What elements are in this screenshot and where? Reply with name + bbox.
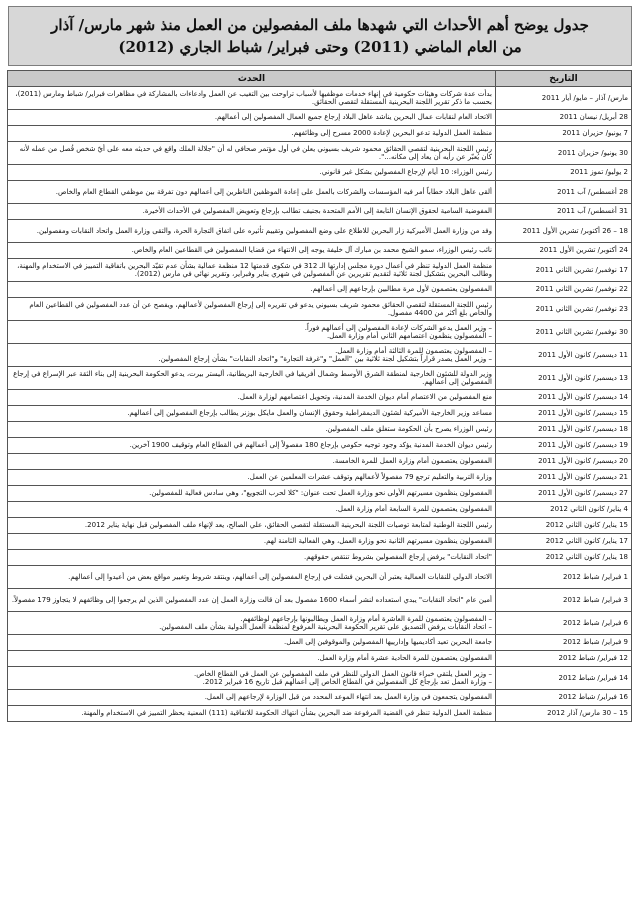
row-event: جامعة البحرين تعيد أكاديميها وإدارييها المفصولين والموقوفين إلى العمل. [8,635,496,651]
title-box [8,6,632,66]
row-event: المفوضية السامية لحقوق الإنسان التابعة إلى الأمم المتحدة بجنيف تطالب بإرجاع وتعويض المفصولين في الأحداث الأخيرة. [8,204,496,220]
table-row [8,635,632,651]
row-date: 2 يوليو/ تموز 2011 [496,165,632,181]
row-date: 30 يونيو/ حزيران 2011 [496,142,632,165]
row-date: 14 ديسمبر/ كانون الأول 2011 [496,390,632,406]
row-event: رئيس اللجنة المستقلة لتقصي الحقائق محمود شريف بسيوني يدعو في تقريره إلى إرجاع المفصولين لأعمالهم، ويفصح عن أن عدد المفصولين في القطاعين العام والخاص بلغ أكثر من 4400 مفصول. [8,298,496,321]
row-date: 24 أكتوبر/ تشرين الأول 2011 [496,243,632,259]
table-row [8,612,632,635]
row-event: منظمة العمل الدولية تنظر في أعمال دورة مجلس إدارتها الـ 312 في شكوى قدمتها 12 منظمة عمالية بشأن عدم تقيّد البحرين باتفاقية التمييز في الاستخدام والمهنة، وطالب البحرين بتشكيل لجنة ثلاثية لتقديم تقريرين عن المفصولين في شهري يناير وفبراير، وتقرير نهائي في مارس (2012). [8,259,496,282]
row-date: 7 يونيو/ حزيران 2011 [496,126,632,142]
row-event: المفصولون يتجمعون في وزارة العمل بعد انتهاء الموعد المحدد من قبل الوزارة لإرجاعهم إلى العمل. [8,690,496,706]
row-date: 15 يناير/ كانون الثاني 2012 [496,518,632,534]
table-row [8,534,632,550]
row-date: 16 فبراير/ شباط 2012 [496,690,632,706]
column-header-event: الحدث [8,71,496,87]
row-event: – المفصولون يعتصمون للمرة الثالثة أمام وزارة العمل. – وزير العمل يصدر قراراً بتشكيل لجنة ثلاثية بين "العمل" و"غرفة التجارة" و"اتحاد النقابات" بشأن إرجاع المفصولين. [8,344,496,367]
row-event: الاتحاد الدولي للنقابات العمالية يعتبر أن البحرين فشلت في إرجاع المفصولين إلى أعمالهم، وينتقد شروط وتغيير مواقع بعض من أعيدوا إلى أعمالهم. [8,566,496,589]
row-event: منظمة العمل الدولية تدعو البحرين لإعادة 2000 مسرح إلى وظائفهم. [8,126,496,142]
row-date: مارس/ آذار – مايو/ أيار 2011 [496,87,632,110]
row-event: منع المفصولين من الاعتصام أمام ديوان الخدمة المدنية، وتحويل اعتصامهم لوزارة العمل. [8,390,496,406]
row-date: 28 أغسطس/ آب 2011 [496,181,632,204]
table-row [8,651,632,667]
table-row [8,321,632,344]
row-event: وزير الدولة للشئون الخارجية لمنطقة الشرق الأوسط وشمال أفريقيا في الخارجية البريطانية، أليستر بيرت، يدعو الحكومة البحرينية إلى بناء الثقة عبر الإسراع في إرجاع المفصولين إلى أعمالهم. [8,367,496,390]
table-row [8,243,632,259]
row-event: نائب رئيس الوزراء، سمو الشيخ محمد بن مبارك آل خليفة يوجه إلى الانتهاء من قضايا المفصولين في القطاعين العام والخاص. [8,243,496,259]
row-event: بدأت عدة شركات وهيئات حكومية في إنهاء خدمات موظفيها لأسباب تراوحت بين التغيب عن العمل وادعاءات بالمشاركة في مظاهرات فبراير/ شباط ومارس (2011)، بحسب ما ذكر تقرير اللجنة البحرينية المستقلة لتقصي الحقائق. [8,87,496,110]
row-event: ألقى عاهل البلاد خطاباً أمر فيه المؤسسات والشركات بالعمل على إعادة الموظفين الناظرين إلى أعمالهم دون تفرقة بين موظفي القطاع العام والخاص. [8,181,496,204]
row-event: رئيس الوزراء: 10 أيام لإرجاع المفصولين بشكل غير قانوني. [8,165,496,181]
row-date: 30 نوفمبر/ تشرين الثاني 2011 [496,321,632,344]
table-row [8,367,632,390]
table-row [8,110,632,126]
table-row [8,142,632,165]
row-date: 27 ديسمبر/ كانون الأول 2011 [496,486,632,502]
row-event: منظمة العمل الدولية تنظر في القضية المرفوعة ضد البحرين بشأن انتهاك الحكومة للاتفاقية (111) المعنية بحظر التمييز في الاستخدام والمهنة. [8,706,496,722]
table-row [8,706,632,722]
table-row [8,406,632,422]
table-row [8,298,632,321]
row-event: – وزير العمل يلتقي خبراء قانون العمل الدولي للنظر في ملف المفصولين عن العمل في القطاع الخاص. – وزارة العمل تعد بإرجاع كل المفصولين في القطاع الخاص إلى أعمالهم قبل تاريخ 16 فبراير 2012. [8,667,496,690]
table-row [8,690,632,706]
row-event: رئيس اللجنة الوطنية لمتابعة توصيات اللجنة البحرينية المستقلة لتقصي الحقائق، علي الصالح، يعد لإنهاء ملف المفصولين قبل نهاية يناير 2012. [8,518,496,534]
row-date: 19 ديسمبر/ كانون الأول 2011 [496,438,632,454]
row-date: 12 فبراير/ شباط 2012 [496,651,632,667]
row-event: وزارة التربية والتعليم ترجع 79 مفصولاً لأعمالهم وتوقف عشرات المعلمين عن العمل. [8,470,496,486]
row-event: الاتحاد العام لنقابات عمال البحرين يناشد عاهل البلاد إرجاع جميع العمال المفصولين إلى أعمالهم. [8,110,496,126]
row-event: رئيس الوزراء يصرح بأن الحكومة ستغلق ملف المفصولين. [8,422,496,438]
table-body [8,87,632,722]
table-row [8,165,632,181]
row-date: 21 ديسمبر/ كانون الأول 2011 [496,470,632,486]
table-row [8,282,632,298]
row-event: وفد من وزارة العمل الأميركية زار البحرين للاطلاع على وضع المفصولين وتقييم تأثيره على اتفاق التجارة الحرة، والتقى وزارة العمل واتحاد النقابات ومفصولين. [8,220,496,243]
row-event: أمين عام "اتحاد النقابات" يبدي استعداده لنشر أسماء 1600 مفصول بعد أن قالت وزارة العمل إن عدد المفصولين الذين لم يرجعوا إلى وظائفهم لا يتجاوز 179 مفصولاً. [8,589,496,612]
row-event: المفصولون يعتصمون للمرة الحادية عشرة أمام وزارة العمل. [8,651,496,667]
table-row [8,126,632,142]
column-header-date: التاريخ [496,71,632,87]
row-date: 4 يناير/ كانون الثاني 2012 [496,502,632,518]
table-row [8,486,632,502]
row-date: 1 فبراير/ شباط 2012 [496,566,632,589]
row-date: 17 يناير/ كانون الثاني 2012 [496,534,632,550]
row-event: رئيس اللجنة البحرينية لتقصي الحقائق محمود شريف بسيوني يعلن في أول مؤتمر صحافي له أن "جلالة الملك واقع في حديثه معه على أيّ شخص فُصل من عمله لأنه كان يُعبّر عن رأيه أن يعاد إلى مكانه...". [8,142,496,165]
row-event: – وزير العمل يدعو الشركات لإعادة المفصولين إلى أعمالهم فوراً. – المفصولون ينظمون اعتصامهم الثاني أمام وزارة العمل. [8,321,496,344]
row-date: 17 نوفمبر/ تشرين الثاني 2011 [496,259,632,282]
table-header-row [8,71,632,87]
row-event: المفصولون يعتصمون لأول مرة مطالبين بإرجاعهم إلى أعمالهم. [8,282,496,298]
table-row [8,550,632,566]
row-date: 31 أغسطس/ آب 2011 [496,204,632,220]
title-line-1: جدول يوضح أهم الأحداث التي شهدها ملف المفصولين من العمل منذ شهر مارس/ آذار [51,16,589,34]
row-event: المفصولون ينظمون مسيرتهم الثانية نحو وزارة العمل، وهي الفعالية الثامنة لهم. [8,534,496,550]
row-date: 14 فبراير/ شباط 2012 [496,667,632,690]
table-row [8,502,632,518]
row-date: 15 – 30 مارس/ آذار 2012 [496,706,632,722]
table-row [8,344,632,367]
table-row [8,454,632,470]
row-event: المفصولون يعتصمون للمرة السابعة أمام وزارة العمل. [8,502,496,518]
row-event: المفصولون ينظمون مسيرتهم الأولى نحو وزارة العمل تحت عنوان: "كلا لحرب التجويع"، وهي سادس فعالية للمفصولين. [8,486,496,502]
row-event: – المفصولون يعتصمون للمرة العاشرة أمام وزارة العمل ويطالبونها بإرجاعهم لوظائفهم. – اتحاد النقابات يرفض التصديق على تقرير الحكومة البحرينية المرفوع لمنظمة العمل الدولية بشأن ملف المفصولين. [8,612,496,635]
row-date: 18 – 26 أكتوبر/ تشرين الأول 2011 [496,220,632,243]
row-date: 3 فبراير/ شباط 2012 [496,589,632,612]
row-date: 11 ديسمبر/ كانون الأول 2011 [496,344,632,367]
table-row [8,518,632,534]
row-date: 22 نوفمبر/ تشرين الثاني 2011 [496,282,632,298]
row-date: 20 ديسمبر/ كانون الأول 2011 [496,454,632,470]
row-event: رئيس ديوان الخدمة المدنية يؤكد وجود توجيه حكومي بإرجاع 180 مفصولاً إلى أعمالهم في القطاع العام وتوقيف 1900 آخرين. [8,438,496,454]
row-event: المفصولون يعتصمون أمام وزارة العمل للمرة الخامسة. [8,454,496,470]
table-row [8,438,632,454]
table-row [8,259,632,282]
table-row [8,589,632,612]
row-date: 13 ديسمبر/ كانون الأول 2011 [496,367,632,390]
row-date: 23 نوفمبر/ تشرين الثاني 2011 [496,298,632,321]
table-row [8,422,632,438]
table-row [8,220,632,243]
table-row [8,667,632,690]
events-table [7,70,632,722]
row-date: 9 فبراير/ شباط 2012 [496,635,632,651]
table-row [8,204,632,220]
row-event: "اتحاد النقابات" يرفض إرجاع المفصولين بشروط تنتقص حقوقهم. [8,550,496,566]
table-row [8,390,632,406]
title-line-2: من العام الماضي (2011) وحتى فبراير/ شباط الجاري (2012) [118,38,522,56]
row-date: 28 أبريل/ نيسان 2011 [496,110,632,126]
table-row [8,87,632,110]
table-row [8,566,632,589]
row-date: 15 ديسمبر/ كانون الأول 2011 [496,406,632,422]
row-date: 18 يناير/ كانون الثاني 2012 [496,550,632,566]
row-event: مساعد وزير الخارجية الأميركية لشئون الديمقراطية وحقوق الإنسان والعمل مايكل بوزنر يطالب بإرجاع المفصولين إلى أعمالهم. [8,406,496,422]
row-date: 18 ديسمبر/ كانون الأول 2011 [496,422,632,438]
table-row [8,181,632,204]
table-row [8,470,632,486]
row-date: 6 فبراير/ شباط 2012 [496,612,632,635]
